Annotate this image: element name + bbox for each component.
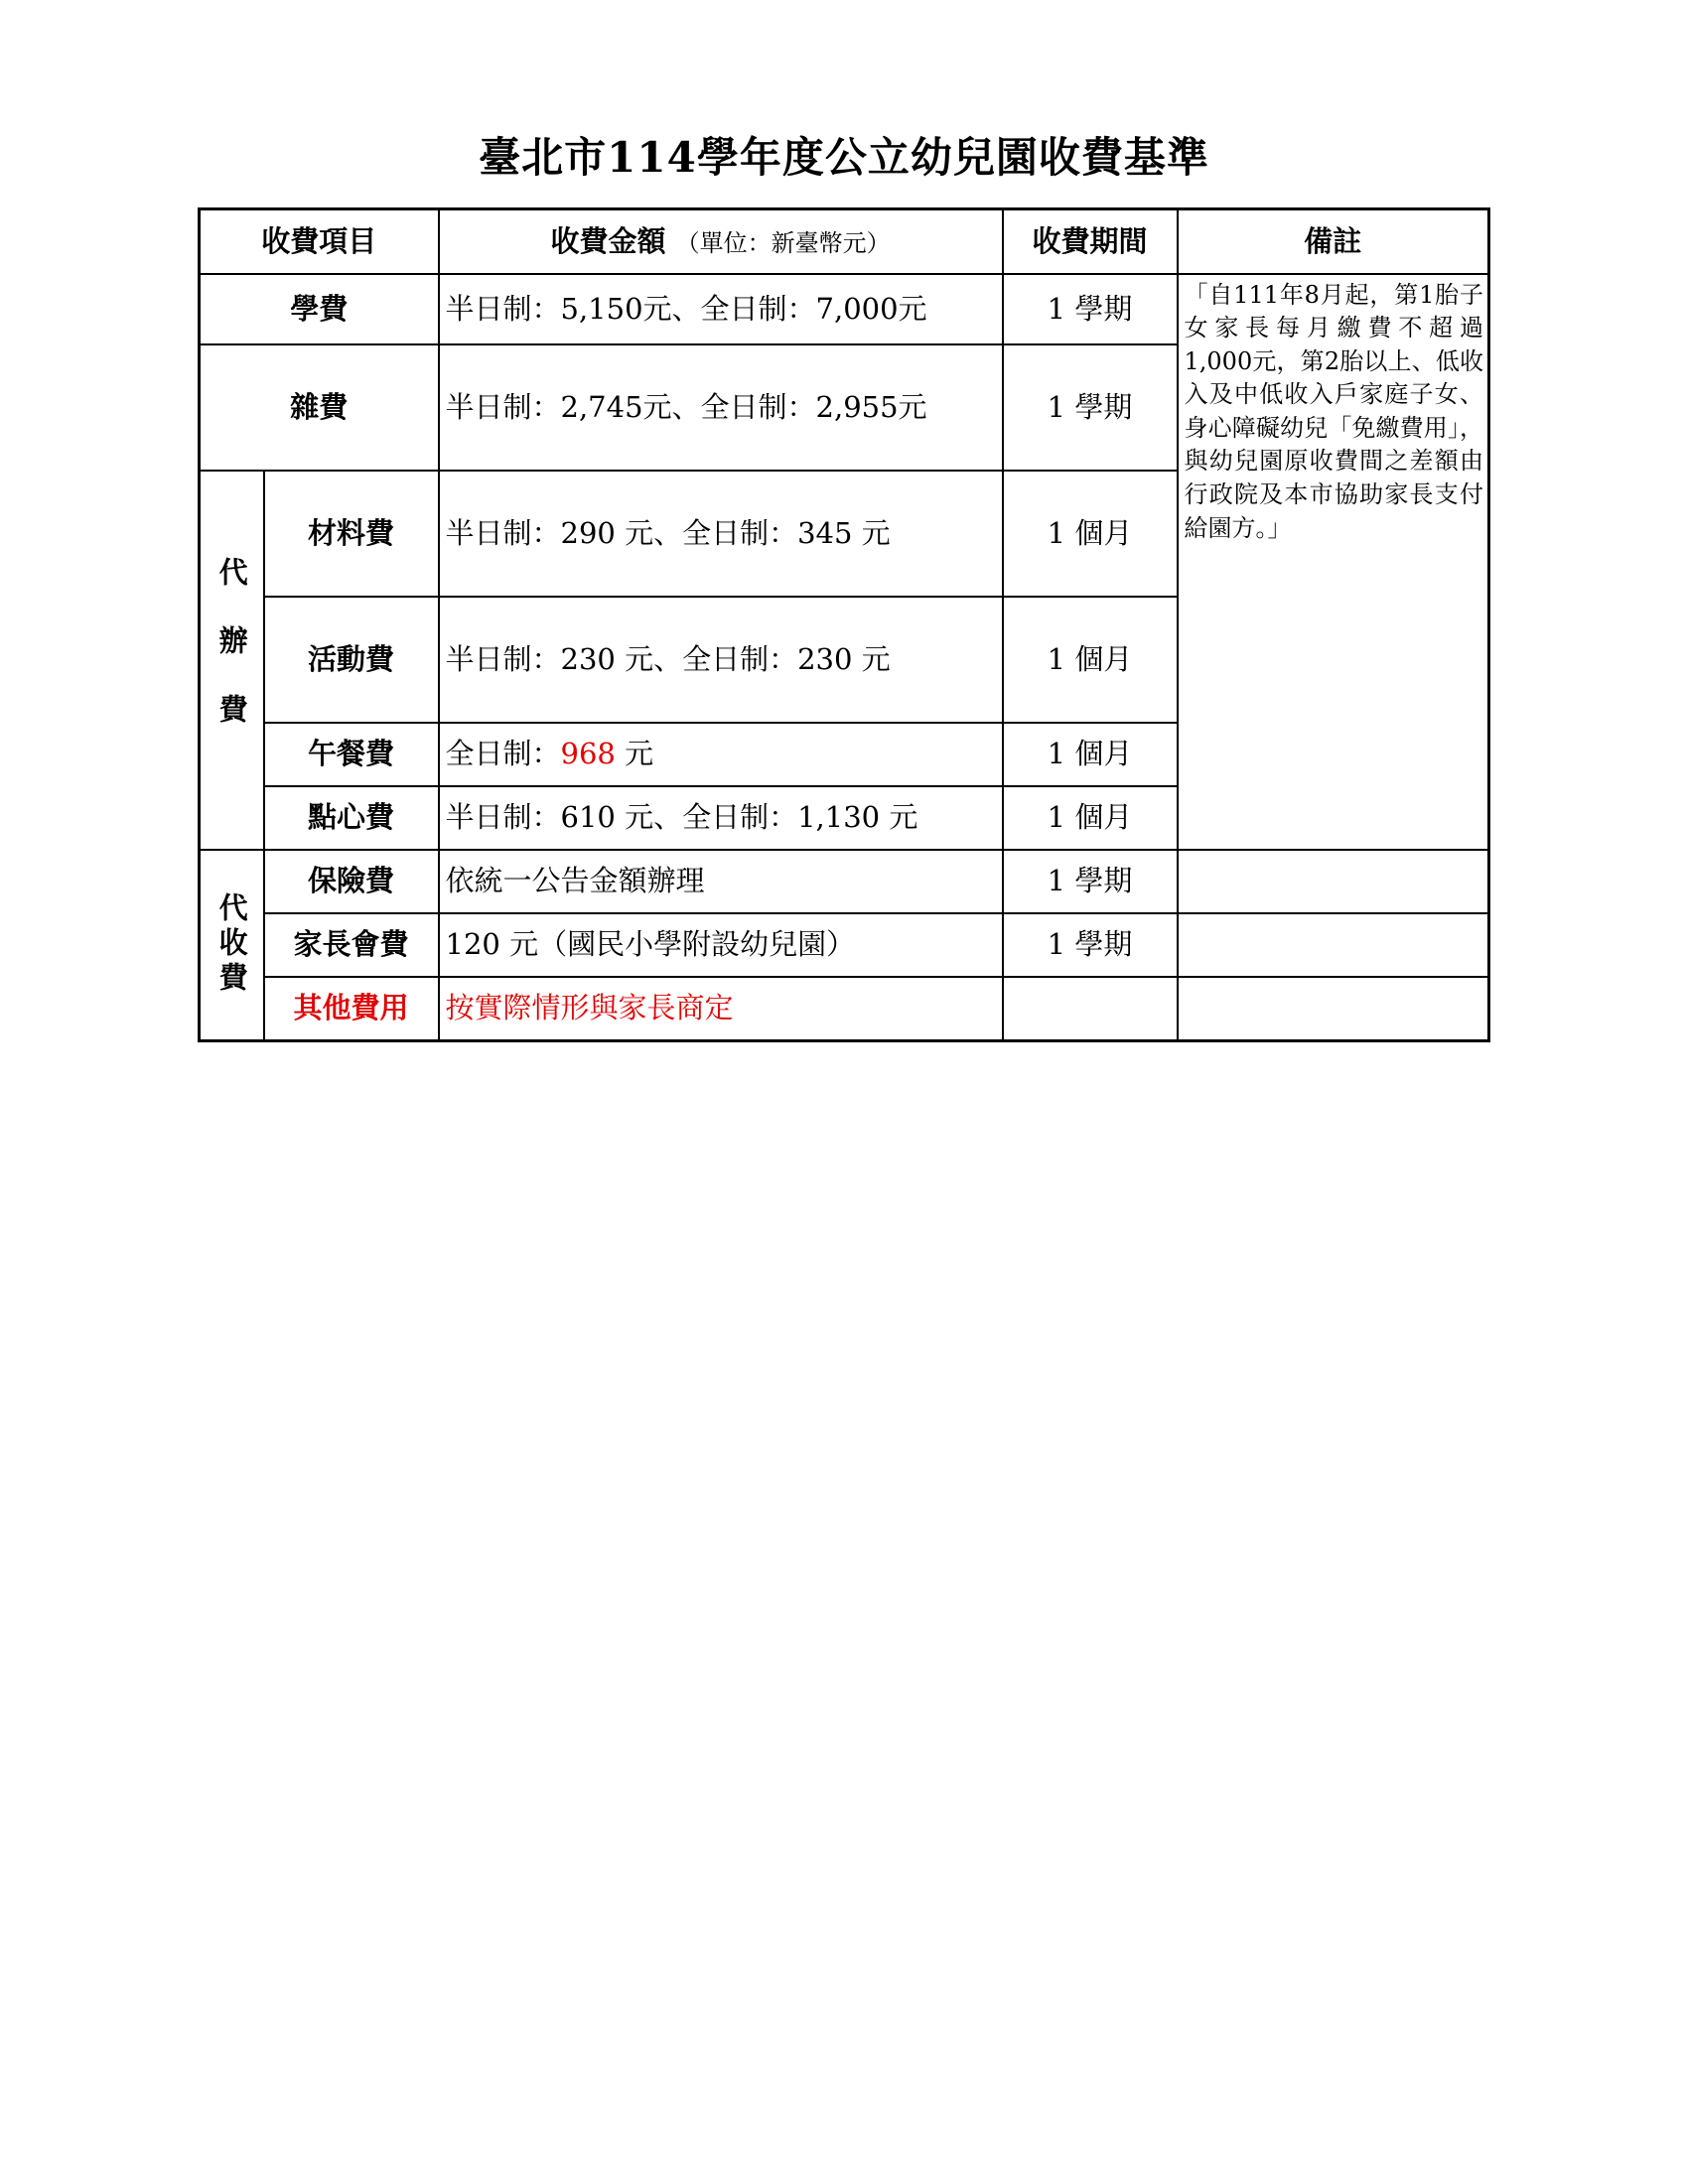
row-period-materials: 1 個月 [1003, 471, 1178, 597]
group-agency-handled [200, 471, 264, 850]
row-amount-tuition: 半日制：5,150元、全日制：7,000元 [439, 274, 1003, 344]
row-item-insurance: 保險費 [264, 850, 439, 913]
row-period-lunch: 1 個月 [1003, 723, 1178, 786]
lunch-amount-value: 968 [560, 737, 616, 771]
header-item: 收費項目 [200, 209, 439, 274]
remark-empty-insurance [1178, 850, 1489, 913]
table-row [200, 913, 1489, 977]
row-period-insurance: 1 學期 [1003, 850, 1178, 913]
remark-empty-parent-assoc [1178, 913, 1489, 977]
row-period-misc: 1 學期 [1003, 344, 1178, 471]
row-amount-misc: 半日制：2,745元、全日制：2,955元 [439, 344, 1003, 471]
header-amount [439, 209, 1003, 274]
page-title: 臺北市114學年度公立幼兒園收費基準 [479, 133, 1209, 182]
row-item-materials: 材料費 [264, 471, 439, 597]
row-period-snack: 1 個月 [1003, 786, 1178, 850]
row-amount-insurance: 依統一公告金額辦理 [439, 850, 1003, 913]
row-item-lunch: 午餐費 [264, 723, 439, 786]
row-amount-lunch [439, 723, 1003, 786]
row-amount-materials: 半日制：290 元、全日制：345 元 [439, 471, 1003, 597]
header-remark: 備註 [1178, 209, 1489, 274]
row-item-misc: 雜費 [200, 344, 439, 471]
row-amount-snack: 半日制：610 元、全日制：1,130 元 [439, 786, 1003, 850]
group-label-agency-collected: 代收費 [214, 892, 249, 998]
row-amount-other: 按實際情形與家長商定 [439, 977, 1003, 1041]
table-row [200, 977, 1489, 1041]
header-row [200, 209, 1489, 274]
row-amount-parent-assoc: 120 元（國民小學附設幼兒園） [439, 913, 1003, 977]
lunch-amount-prefix: 全日制： [445, 737, 561, 771]
header-amount-label: 收費金額 [550, 223, 666, 258]
group-label-agency-handled: 代辦費 [214, 557, 249, 762]
remark-cell: 「自111年8月起，第1胎子女家長每月繳費不超過1,000元，第2胎以上、低收入及中低收入戶家庭子女、身心障礙幼兒「免繳費用」，與幼兒園原收費間之差額由行政院及本市協助家長支付給園方。」 [1178, 274, 1489, 850]
row-period-tuition: 1 學期 [1003, 274, 1178, 344]
row-period-other [1003, 977, 1178, 1041]
row-item-parent-assoc: 家長會費 [264, 913, 439, 977]
fee-table [198, 207, 1490, 1042]
row-item-tuition: 學費 [200, 274, 439, 344]
row-period-parent-assoc: 1 學期 [1003, 913, 1178, 977]
row-amount-activity: 半日制：230 元、全日制：230 元 [439, 597, 1003, 723]
header-amount-unit: （單位：新臺幣元） [675, 228, 891, 257]
row-period-activity: 1 個月 [1003, 597, 1178, 723]
row-item-activity: 活動費 [264, 597, 439, 723]
group-agency-collected [200, 850, 264, 1041]
row-item-other: 其他費用 [264, 977, 439, 1041]
lunch-amount-suffix: 元 [615, 737, 654, 771]
table-row [200, 850, 1489, 913]
table-row [200, 274, 1489, 344]
row-item-snack: 點心費 [264, 786, 439, 850]
header-period: 收費期間 [1003, 209, 1178, 274]
remark-empty-other [1178, 977, 1489, 1041]
